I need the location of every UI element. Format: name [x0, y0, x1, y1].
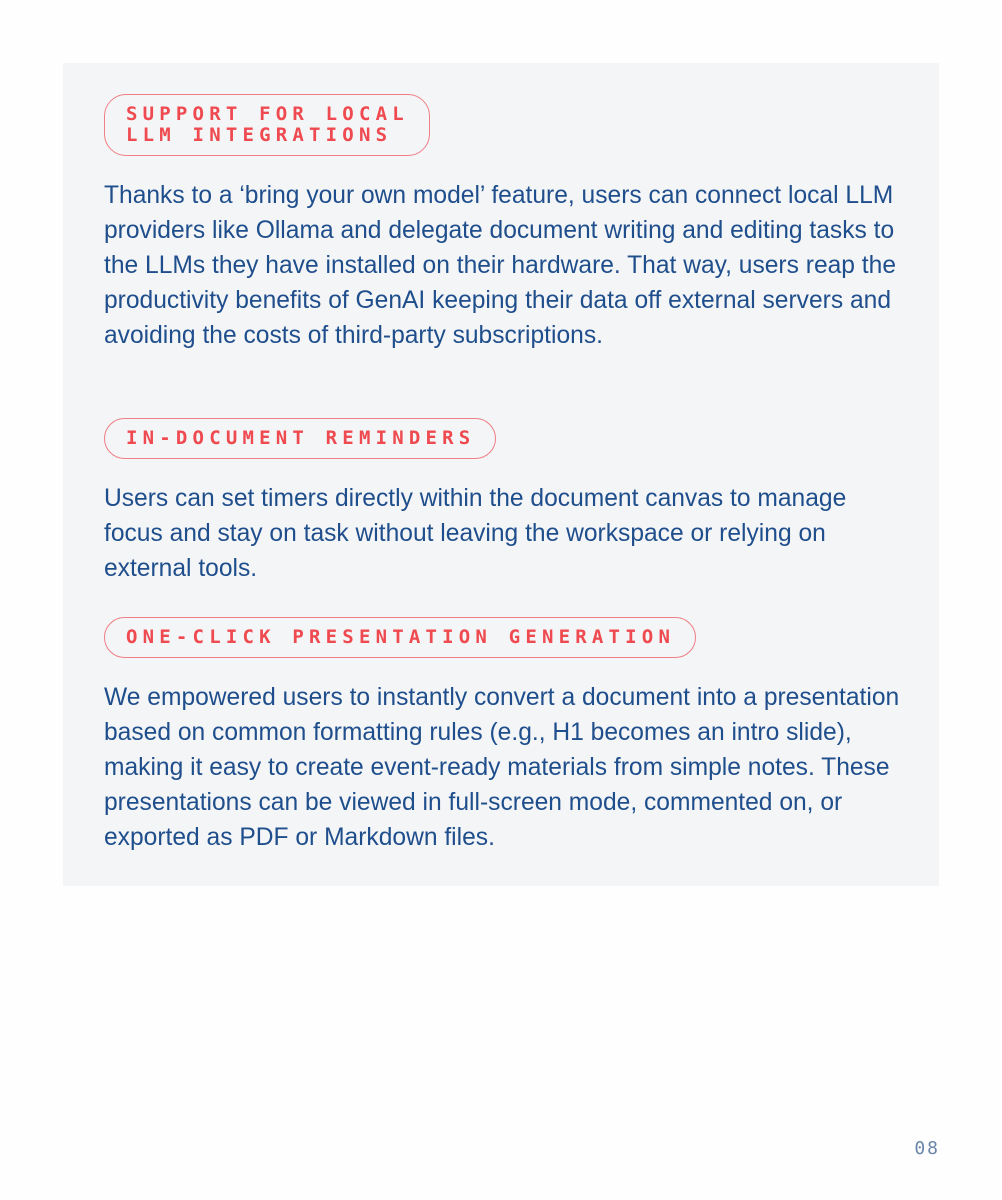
feature-section-local-llm [104, 94, 904, 353]
section-body-text: We empowered users to instantly convert a document into a presentation based on common formatting rules (e.g., H1 becomes an intro slide), making it easy to create event-ready materials from simple notes. These presentations can be viewed in full-screen mode, commented on, or exported as PDF or Markdown files. [104, 684, 900, 851]
section-heading-line: LLM INTEGRATIONS [126, 124, 393, 146]
section-body-text: Users can set timers directly within the document canvas to manage focus and stay on task without leaving the workspace or relying on external tools. [104, 485, 847, 582]
section-heading-line: SUPPORT FOR LOCAL [126, 103, 409, 125]
section-body-text: Thanks to a ‘bring your own model’ feature, users can connect local LLM providers like Ollama and delegate document writing and editing tasks to the LLMs they have installed on their hardware. That way, users reap the productivity benefits of GenAI keeping their data off external servers and avoiding the costs of third-party subscriptions. [104, 182, 896, 349]
feature-section-reminders [104, 418, 904, 586]
section-heading-line: ONE-CLICK PRESENTATION GENERATION [126, 626, 676, 648]
section-heading-badge [104, 94, 430, 156]
section-heading-line: IN-DOCUMENT REMINDERS [126, 427, 476, 449]
section-heading-badge [104, 617, 696, 658]
feature-section-presentation [104, 617, 904, 855]
page-number: 08 [914, 1138, 940, 1159]
section-heading-badge [104, 418, 496, 459]
feature-panel [63, 63, 939, 886]
